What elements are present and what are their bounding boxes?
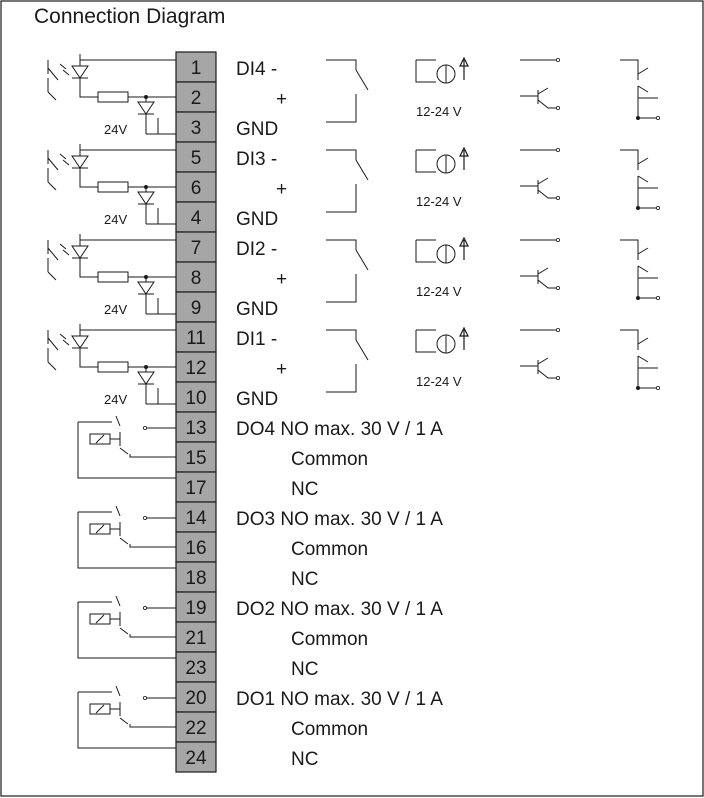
- relay-common-wire: [130, 634, 176, 637]
- di-plus-label: +: [276, 179, 288, 200]
- dry-contact-switch: [326, 240, 368, 302]
- current-arrow-icon: [460, 58, 468, 80]
- source-wire: [416, 240, 436, 262]
- wire: [96, 615, 104, 623]
- terminal-number: 10: [185, 388, 207, 409]
- protection-diode: [138, 187, 154, 224]
- npn-transistor: [520, 268, 556, 288]
- open-terminal: [143, 516, 146, 519]
- open-terminal: [556, 328, 559, 331]
- label-layer: [104, 59, 462, 770]
- relay-contact: [116, 506, 128, 544]
- current-arrow-icon: [460, 328, 468, 350]
- di-gnd-label: GND: [236, 209, 279, 230]
- ground-symbol: [150, 298, 166, 314]
- optocoupler-light-arrows: [60, 244, 69, 255]
- terminal-number: 20: [185, 688, 207, 709]
- relay-nc-wire: [78, 512, 176, 568]
- ground-symbol: [150, 118, 166, 134]
- dry-contact-switch: [326, 60, 368, 122]
- resistor: [98, 362, 128, 372]
- relay-armature: [110, 432, 120, 446]
- terminal-number: 2: [190, 88, 202, 109]
- optocoupler-light-arrows: [60, 64, 69, 75]
- npn-transistor: [520, 88, 556, 108]
- terminal-number: 19: [185, 598, 207, 619]
- open-terminal: [656, 206, 659, 209]
- digital-output-group: [236, 509, 443, 590]
- optocoupler-diode: [72, 246, 88, 258]
- pnp-transistor: [620, 60, 656, 118]
- relay-common-wire: [130, 544, 176, 547]
- digital-output-group: [236, 599, 443, 680]
- supply-voltage-label: 24V: [104, 392, 128, 407]
- open-terminal: [556, 58, 559, 61]
- terminal-number: 14: [185, 508, 207, 529]
- optocoupler-light-arrows: [60, 334, 69, 345]
- junction-dot: [636, 386, 640, 390]
- do-no-label: DO2 NO max. 30 V / 1 A: [236, 599, 443, 620]
- do-no-label: DO1 NO max. 30 V / 1 A: [236, 689, 443, 710]
- diagram-title: Connection Diagram: [34, 5, 226, 28]
- protection-diode: [138, 277, 154, 314]
- dry-contact-switch: [326, 330, 368, 392]
- terminal-number: 5: [190, 148, 202, 169]
- optocoupler-diode: [72, 66, 88, 78]
- pnp-transistor: [620, 330, 656, 388]
- optocoupler-transistor: [48, 150, 58, 190]
- di-gnd-label: GND: [236, 299, 279, 320]
- relay-contact: [116, 416, 128, 454]
- source-voltage-label: 12-24 V: [416, 284, 462, 299]
- relay-nc-wire: [78, 602, 176, 658]
- junction-dot: [636, 206, 640, 210]
- do-common-label: Common: [291, 629, 369, 650]
- open-terminal: [143, 426, 146, 429]
- di-minus-label: DI3 -: [236, 149, 278, 170]
- dry-contact-switch: [326, 150, 368, 212]
- do-nc-label: NC: [291, 569, 319, 590]
- terminal-number: 16: [185, 538, 207, 559]
- di-plus-label: +: [276, 269, 288, 290]
- terminal-number: 9: [190, 298, 202, 319]
- source-voltage-label: 12-24 V: [416, 374, 462, 389]
- open-terminal: [556, 106, 559, 109]
- do-nc-label: NC: [291, 659, 319, 680]
- di-plus-label: +: [276, 89, 288, 110]
- terminal-number: 24: [185, 748, 207, 769]
- resistor: [98, 182, 128, 192]
- do-nc-label: NC: [291, 479, 319, 500]
- di-minus-label: DI4 -: [236, 59, 278, 80]
- supply-voltage-label: 24V: [104, 302, 128, 317]
- npn-transistor: [520, 358, 556, 378]
- relay-contact: [116, 686, 128, 724]
- terminal-number: 12: [185, 358, 207, 379]
- source-wire: [416, 60, 436, 82]
- junction-dot: [636, 296, 640, 300]
- source-voltage-label: 12-24 V: [416, 104, 462, 119]
- optocoupler-transistor: [48, 240, 58, 280]
- relay-nc-wire: [78, 692, 176, 748]
- open-terminal: [556, 196, 559, 199]
- current-arrow-icon: [460, 238, 468, 260]
- npn-transistor: [520, 178, 556, 198]
- terminal-number: 7: [190, 238, 202, 259]
- relay-common-wire: [130, 454, 176, 457]
- di-gnd-label: GND: [236, 119, 279, 140]
- optocoupler-diode: [72, 336, 88, 348]
- di-minus-label: DI1 -: [236, 329, 278, 350]
- optocoupler-transistor: [48, 330, 58, 370]
- source-wire: [416, 150, 436, 172]
- terminal-number: 11: [186, 328, 206, 349]
- terminal-number: 13: [185, 418, 207, 439]
- relay-armature: [110, 522, 120, 536]
- terminal-number: 17: [185, 478, 207, 499]
- terminal-number: 21: [185, 628, 207, 649]
- relay-contact: [116, 596, 128, 634]
- terminal-number: 23: [185, 658, 207, 679]
- open-terminal: [556, 148, 559, 151]
- relay-armature: [110, 702, 120, 716]
- optocoupler-light-arrows: [60, 154, 69, 165]
- terminal-number: 4: [190, 208, 202, 229]
- junction-dot: [636, 116, 640, 120]
- terminal-number: 18: [185, 568, 207, 589]
- relay-armature: [110, 612, 120, 626]
- terminal-number: 15: [185, 448, 207, 469]
- open-terminal: [656, 296, 659, 299]
- protection-diode: [138, 97, 154, 134]
- do-nc-label: NC: [291, 749, 319, 770]
- do-no-label: DO4 NO max. 30 V / 1 A: [236, 419, 443, 440]
- di-minus-label: DI2 -: [236, 239, 278, 260]
- digital-output-group: [236, 689, 443, 770]
- terminal-strip: [176, 52, 216, 772]
- supply-voltage-label: 24V: [104, 212, 128, 227]
- open-terminal: [556, 286, 559, 289]
- open-terminal: [143, 606, 146, 609]
- di-gnd-label: GND: [236, 389, 279, 410]
- terminal-number: 1: [190, 58, 202, 79]
- ground-symbol: [150, 388, 166, 404]
- source-wire: [416, 330, 436, 352]
- di-plus-label: +: [276, 359, 288, 380]
- supply-voltage-label: 24V: [104, 122, 128, 137]
- pnp-transistor: [620, 150, 656, 208]
- do-common-label: Common: [291, 449, 369, 470]
- optocoupler-transistor: [48, 60, 58, 100]
- do-no-label: DO3 NO max. 30 V / 1 A: [236, 509, 443, 530]
- terminal-number: 6: [190, 178, 202, 199]
- relay-nc-wire: [78, 422, 176, 478]
- do-common-label: Common: [291, 719, 369, 740]
- wire: [96, 525, 104, 533]
- terminal-number: 22: [185, 718, 207, 739]
- resistor: [98, 92, 128, 102]
- open-terminal: [556, 376, 559, 379]
- pnp-transistor: [620, 240, 656, 298]
- optocoupler-diode: [72, 156, 88, 168]
- open-terminal: [556, 238, 559, 241]
- protection-diode: [138, 367, 154, 404]
- do-common-label: Common: [291, 539, 369, 560]
- wire: [96, 705, 104, 713]
- digital-output-group: [236, 419, 443, 500]
- ground-symbol: [150, 208, 166, 224]
- current-arrow-icon: [460, 148, 468, 170]
- resistor: [98, 272, 128, 282]
- wire: [96, 435, 104, 443]
- open-terminal: [656, 116, 659, 119]
- source-voltage-label: 12-24 V: [416, 194, 462, 209]
- terminal-number: 3: [190, 118, 202, 139]
- terminal-number: 8: [190, 268, 202, 289]
- relay-common-wire: [130, 724, 176, 727]
- open-terminal: [656, 386, 659, 389]
- open-terminal: [143, 696, 146, 699]
